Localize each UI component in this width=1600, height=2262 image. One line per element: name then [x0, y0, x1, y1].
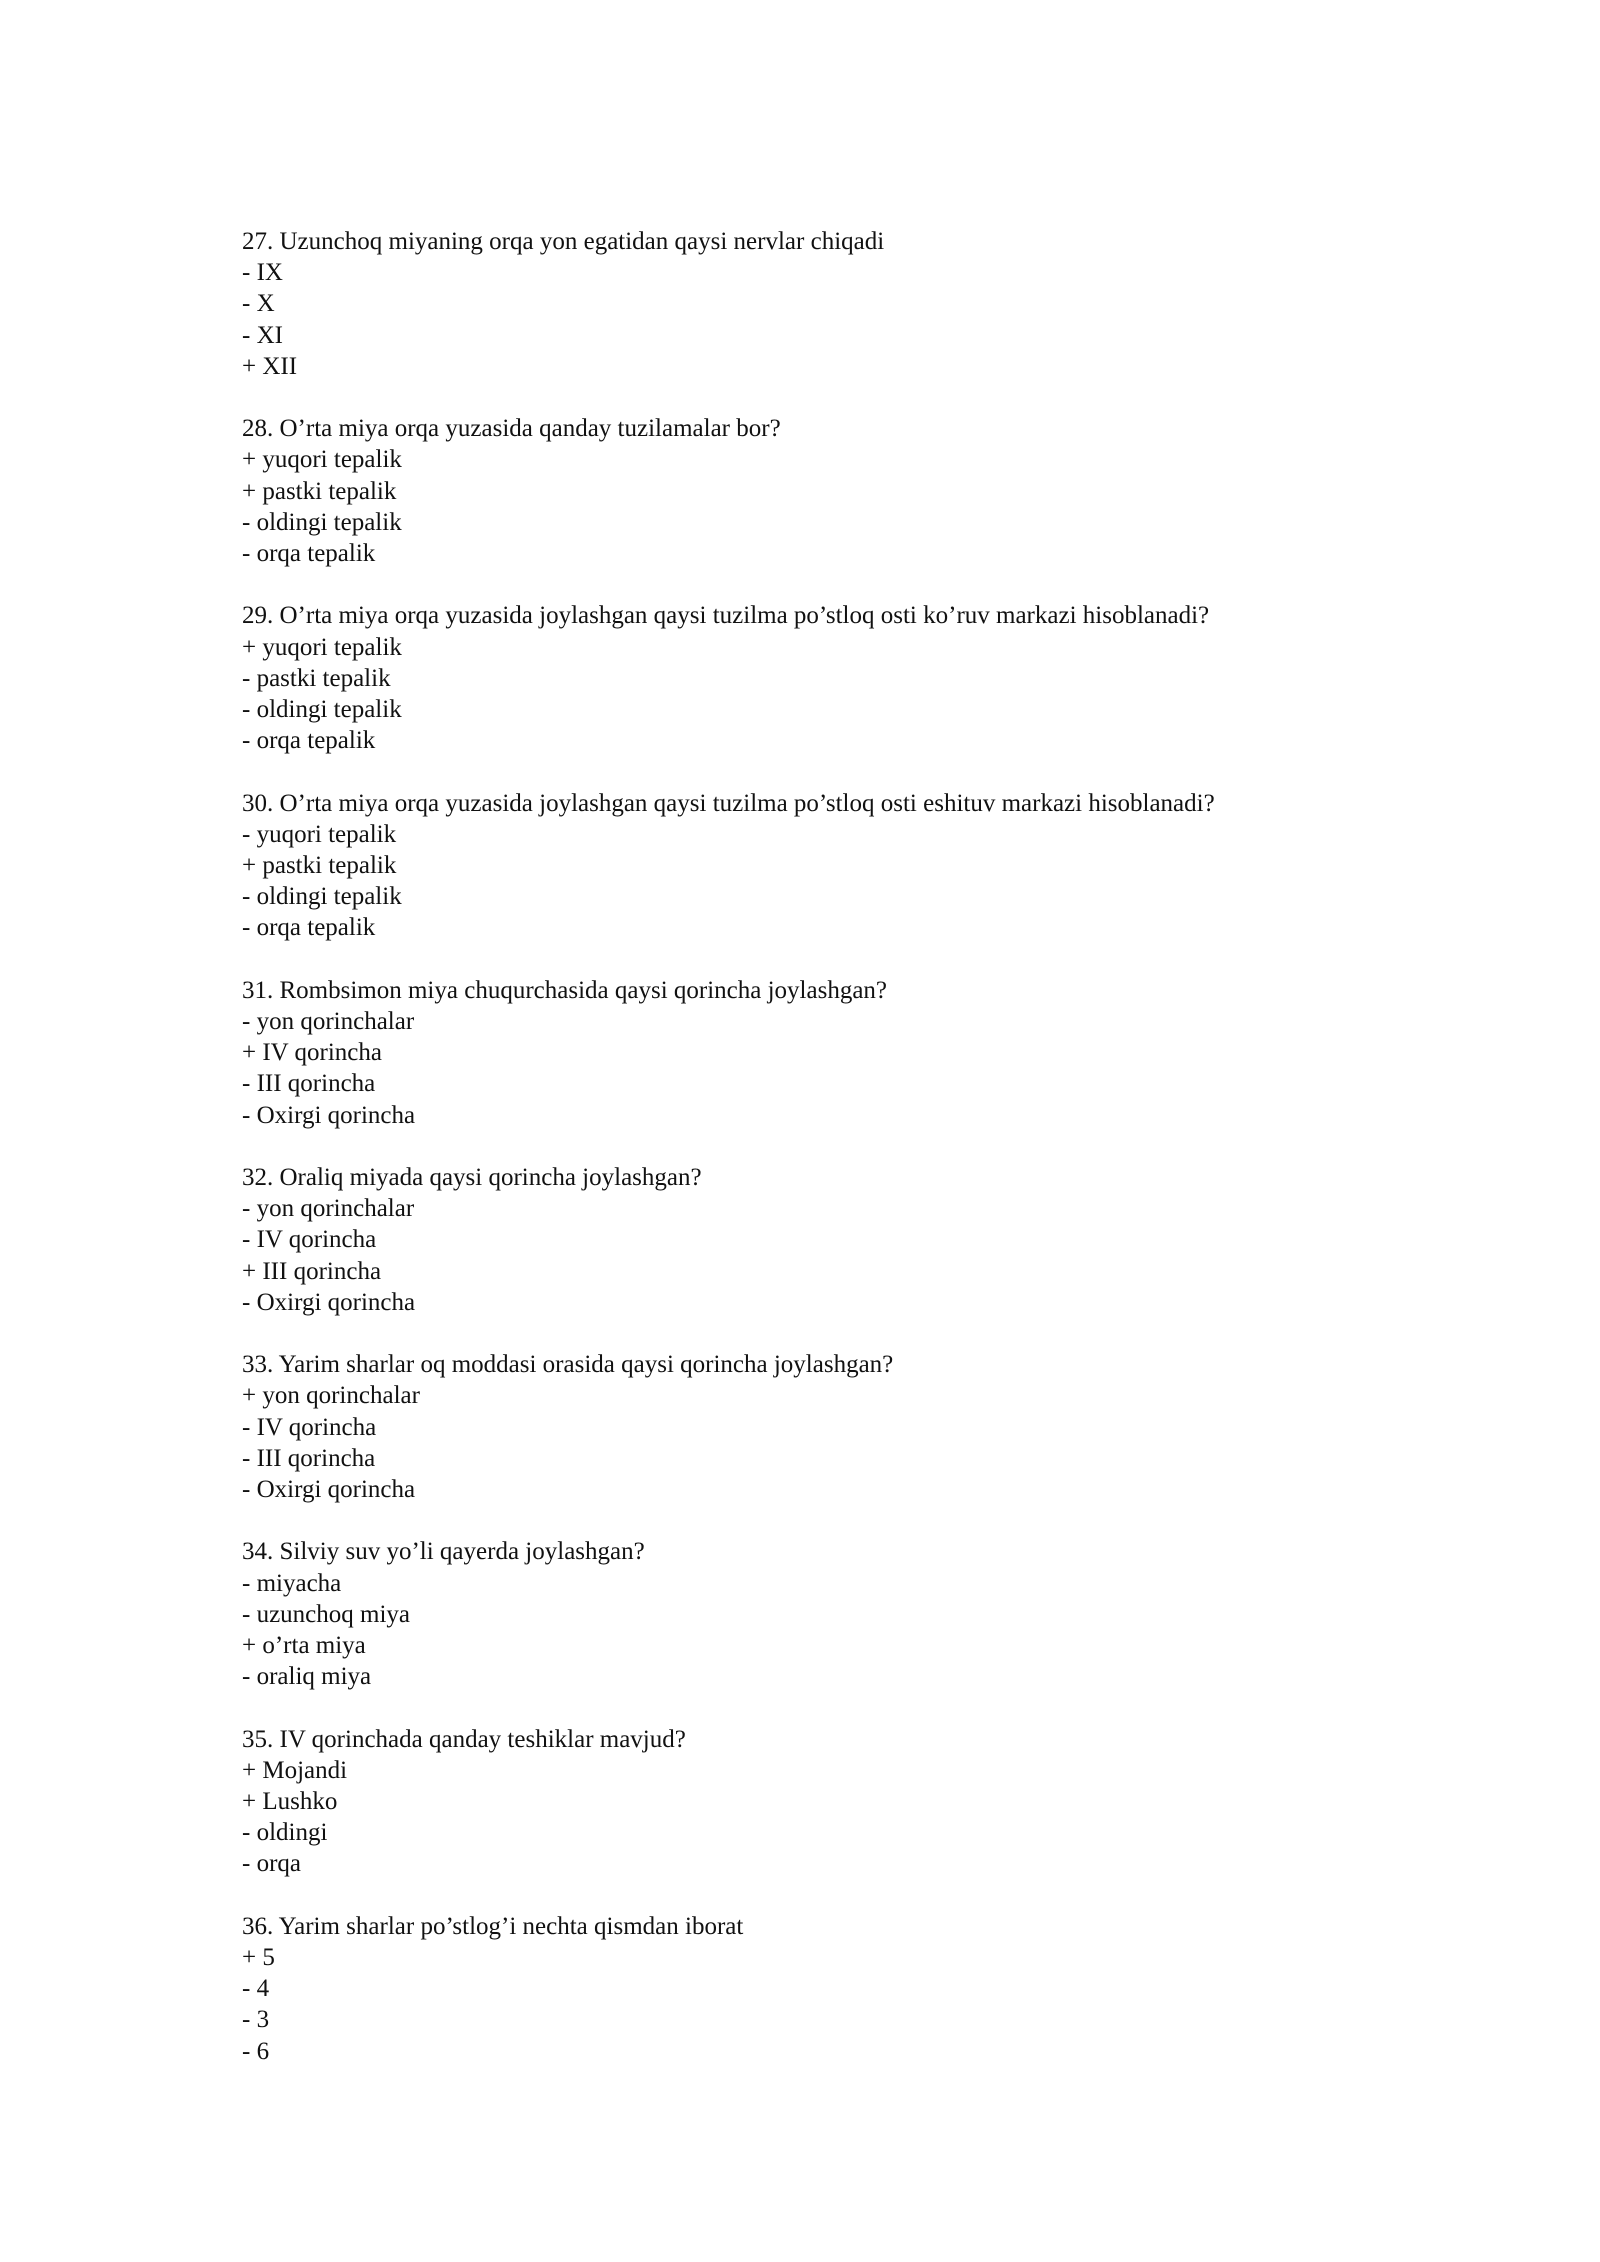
answer-option: - oldingi tepalik: [242, 696, 402, 724]
answer-option: - oldingi tepalik: [242, 883, 402, 911]
answer-option: - III qorincha: [242, 1070, 376, 1098]
answer-option: - IV qorincha: [242, 1226, 377, 1254]
answer-option: - 6: [242, 2037, 270, 2065]
answer-option: + Mojandi: [242, 1756, 348, 1784]
question-text: 29. O’rta miya orqa yuzasida joylashgan qaysi tuzilma po’stloq osti ko’ruv markazi hisoblanadi?: [242, 602, 1210, 630]
answer-option: + III qorincha: [242, 1257, 382, 1285]
answer-option: + pastki tepalik: [242, 477, 397, 505]
answer-option: - orqa tepalik: [242, 727, 376, 755]
question-34: [242, 1536, 1442, 1692]
answer-option: - oraliq miya: [242, 1663, 372, 1691]
answer-option: - IV qorincha: [242, 1413, 377, 1441]
question-33: [242, 1349, 1442, 1505]
answer-option: - uzunchoq miya: [242, 1600, 411, 1628]
answer-option: - orqa: [242, 1850, 301, 1878]
answer-option: + o’rta miya: [242, 1632, 366, 1660]
answer-option: - oldingi tepalik: [242, 508, 402, 536]
answer-option: + pastki tepalik: [242, 852, 397, 880]
document-page: [242, 226, 1442, 2098]
answer-option: + yon qorinchalar: [242, 1382, 420, 1410]
answer-option: - X: [242, 290, 275, 318]
question-28: [242, 413, 1442, 569]
answer-option: - pastki tepalik: [242, 664, 391, 692]
answer-option: - yuqori tepalik: [242, 820, 397, 848]
answer-option: - yon qorinchalar: [242, 1008, 415, 1036]
question-31: [242, 975, 1442, 1131]
question-text: 35. IV qorinchada qanday teshiklar mavjud?: [242, 1725, 686, 1753]
answer-option: - Oxirgi qorincha: [242, 1101, 416, 1129]
answer-option: + IV qorincha: [242, 1039, 382, 1067]
answer-option: - XI: [242, 321, 283, 349]
question-text: 32. Oraliq miyada qaysi qorincha joylashgan?: [242, 1164, 702, 1192]
answer-option: - Oxirgi qorincha: [242, 1288, 416, 1316]
answer-option: - 3: [242, 2006, 270, 2034]
answer-option: - orqa tepalik: [242, 540, 376, 568]
answer-option: + Lushko: [242, 1788, 338, 1816]
answer-option: - oldingi: [242, 1819, 328, 1847]
answer-option: + XII: [242, 352, 298, 380]
answer-option: - yon qorinchalar: [242, 1195, 415, 1223]
question-text: 27. Uzunchoq miyaning orqa yon egatidan qaysi nervlar chiqadi: [242, 228, 885, 255]
question-30: [242, 788, 1442, 944]
question-text: 36. Yarim sharlar po’stlog’i nechta qismdan iborat: [242, 1912, 744, 1940]
answer-option: - III qorincha: [242, 1444, 376, 1472]
question-text: 34. Silviy suv yo’li qayerda joylashgan?: [242, 1538, 645, 1566]
answer-option: - orqa tepalik: [242, 914, 376, 942]
answer-option: - 4: [242, 1975, 270, 2003]
answer-option: + yuqori tepalik: [242, 633, 402, 661]
question-35: [242, 1724, 1442, 1880]
question-29: [242, 600, 1442, 756]
question-32: [242, 1162, 1442, 1318]
question-text: 33. Yarim sharlar oq moddasi orasida qaysi qorincha joylashgan?: [242, 1351, 894, 1379]
question-text: 30. O’rta miya orqa yuzasida joylashgan qaysi tuzilma po’stloq osti eshituv markazi hisoblanadi?: [242, 789, 1215, 817]
answer-option: + yuqori tepalik: [242, 446, 402, 474]
answer-option: + 5: [242, 1944, 275, 1972]
answer-option: - miyacha: [242, 1569, 342, 1597]
question-text: 28. O’rta miya orqa yuzasida qanday tuzilamalar bor?: [242, 415, 781, 443]
question-text: 31. Rombsimon miya chuqurchasida qaysi qorincha joylashgan?: [242, 976, 888, 1004]
question-27: [242, 226, 1442, 382]
answer-option: - Oxirgi qorincha: [242, 1476, 416, 1504]
answer-option: - IX: [242, 259, 283, 287]
question-36: [242, 1911, 1442, 2067]
